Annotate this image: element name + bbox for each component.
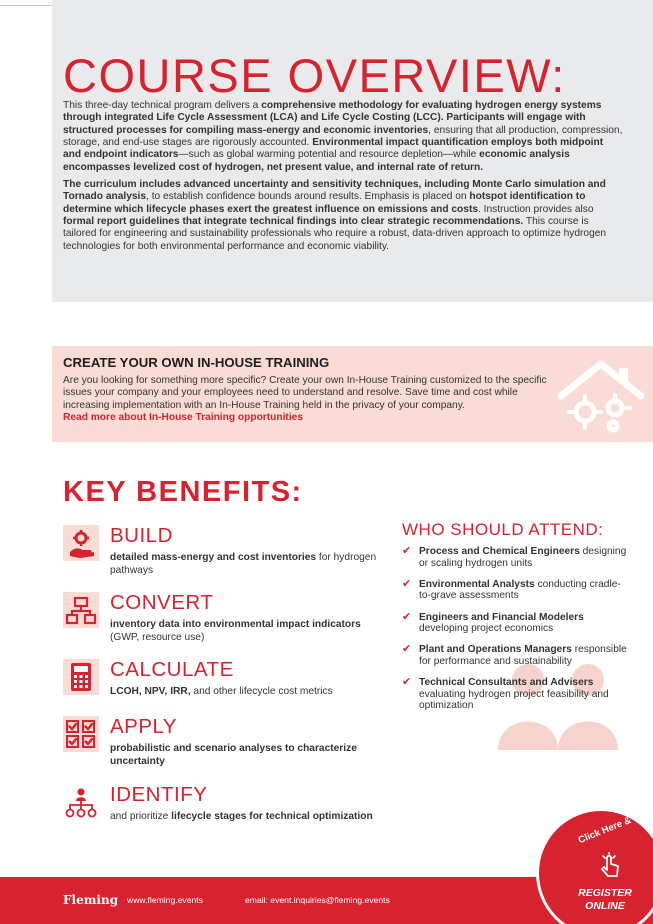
checkmark-icon: ✔	[402, 643, 412, 656]
text-segment: , to establish confidence bounds around results. Emphasis is placed on	[146, 191, 470, 203]
house-gears-icon	[555, 358, 647, 434]
inhouse-description: Are you looking for something more specific? Create your own In-House Training customized to the specific issues your company and your employees need to understand and resolve. Save time and cost while increasing implementation with an In-House Training held in the privacy of your company.	[63, 375, 547, 411]
text-segment: This course is tailored for engineering and sustainability professionals who require a robust, data-driven approach to optimize hydrogen technologies for both environmental performance and economic viability.	[63, 216, 607, 252]
attendee-item	[401, 644, 631, 667]
register-line-1: REGISTER	[578, 887, 632, 899]
benefit-description	[110, 552, 385, 578]
attendee-role: Process and Chemical Engineers	[419, 546, 580, 557]
attendee-item	[401, 677, 631, 712]
bold-text-segment: lifecycle stages for technical optimization	[171, 811, 373, 822]
benefit-description	[110, 686, 385, 699]
checkmark-icon: ✔	[402, 545, 412, 557]
attendee-role: Environmental Analysts	[419, 578, 535, 590]
bold-text-segment: inventory data into environmental impact indicators	[110, 619, 361, 630]
inhouse-text	[63, 375, 547, 425]
overview-text	[63, 100, 623, 258]
register-online-button[interactable]	[536, 808, 653, 924]
benefit-heading: APPLY	[110, 715, 178, 738]
attendee-role: Technical Consultants and Advisers	[419, 677, 594, 689]
overview-paragraph-1	[63, 100, 623, 174]
fleming-logo[interactable]: Fleming	[63, 893, 119, 907]
calculator-icon	[63, 659, 99, 695]
text-segment: (GWP, resource use)	[110, 631, 205, 643]
inhouse-banner	[52, 346, 653, 442]
bold-text-segment: LCOH, NPV, IRR,	[110, 686, 191, 697]
website-link[interactable]: www.fleming.events	[127, 895, 203, 905]
hierarchy-icon	[63, 592, 99, 628]
who-should-attend-list	[401, 546, 631, 722]
bold-text-segment: economic analysis encompasses levelized cost of hydrogen, net present value, and internal rate of return.	[63, 149, 570, 173]
who-should-attend-title: WHO SHOULD ATTEND:	[402, 520, 604, 539]
text-segment: This three-day technical program delivers a	[63, 100, 262, 111]
text-segment: —such as global warming potential and resource depletion—while	[178, 149, 480, 161]
overview-title: COURSE OVERVIEW:	[63, 49, 566, 102]
benefit-identify	[63, 784, 393, 854]
attendee-item	[401, 546, 631, 569]
bold-text-segment: Environmental impact quantification employs both midpoint and endpoint indicators	[63, 137, 604, 161]
attendee-role: Plant and Operations Managers	[419, 644, 572, 656]
attendee-description: evaluating hydrogen project feasibility and optimization	[419, 688, 609, 712]
bold-text-segment: formal report guidelines that integrate technical findings into clear strategic recommendations.	[63, 216, 524, 228]
attendee-item	[401, 612, 631, 635]
attendee-role: Engineers and Financial Modelers	[419, 611, 584, 623]
click-here-label: Click Here &	[576, 814, 633, 847]
benefit-heading: BUILD	[110, 524, 173, 547]
register-line-2: ONLINE	[585, 900, 625, 912]
text-segment: and other lifecycle cost metrics	[190, 686, 333, 697]
attendee-description: responsible for performance and sustainability	[419, 644, 627, 667]
inhouse-link[interactable]: Read more about In-House Training opportunities	[63, 412, 303, 424]
benefit-heading: IDENTIFY	[110, 783, 208, 806]
overview-paragraph-2	[63, 179, 623, 253]
checkmark-icon: ✔	[402, 577, 412, 590]
checkmark-icon: ✔	[402, 676, 412, 689]
email-link[interactable]: email: event.inquiries@fleming.events	[245, 895, 390, 905]
checklist-icon	[63, 716, 99, 752]
text-segment: , ensuring that all production, compression, storage, and end-use stages are rigorously accounted.	[63, 124, 623, 149]
benefit-heading: CALCULATE	[110, 658, 234, 681]
bold-text-segment: probabilistic and scenario analyses to characterize uncertainty	[110, 743, 357, 767]
bold-text-segment: detailed mass-energy and cost inventories	[110, 552, 317, 563]
text-segment: for hydrogen pathways	[110, 552, 377, 576]
benefit-convert	[63, 592, 393, 662]
checkmark-icon: ✔	[402, 610, 412, 623]
attendee-description: designing or scaling hydrogen units	[419, 546, 627, 569]
benefit-description	[110, 811, 385, 824]
register-label	[575, 887, 635, 913]
text-segment: and prioritize	[110, 811, 172, 822]
inhouse-title: CREATE YOUR OWN IN-HOUSE TRAINING	[63, 355, 330, 370]
key-benefits-title: KEY BENEFITS:	[63, 476, 303, 508]
bold-text-segment: comprehensive methodology for evaluating hydrogen energy systems through integrated Life Cycle Assessment (LCA) and Life Cycle Costing (LCC). Participants will engage with structured processes for compiling mass-energy and economic inventories	[63, 100, 602, 136]
corner-notch	[0, 0, 52, 6]
benefit-description	[110, 619, 385, 645]
attendee-description: conducting cradle-to-grave assessments	[419, 578, 621, 602]
attendee-description: developing project economics	[419, 623, 554, 635]
bold-text-segment: hotspot identification to determine which lifecycle phases exert the greatest influence on emissions and costs	[63, 191, 586, 215]
text-segment: . Instruction provides also	[478, 203, 594, 215]
benefit-description	[110, 743, 385, 769]
bold-text-segment: The curriculum includes advanced uncertainty and sensitivity techniques, including Monte Carlo simulation and Tornado analysis	[63, 179, 606, 203]
attendee-item	[401, 579, 631, 602]
benefit-apply	[63, 716, 393, 786]
pointer-click-icon	[597, 852, 623, 878]
benefit-build	[63, 525, 393, 595]
network-people-icon	[63, 784, 99, 820]
benefit-heading: CONVERT	[110, 591, 214, 614]
hand-gear-icon	[63, 525, 99, 561]
